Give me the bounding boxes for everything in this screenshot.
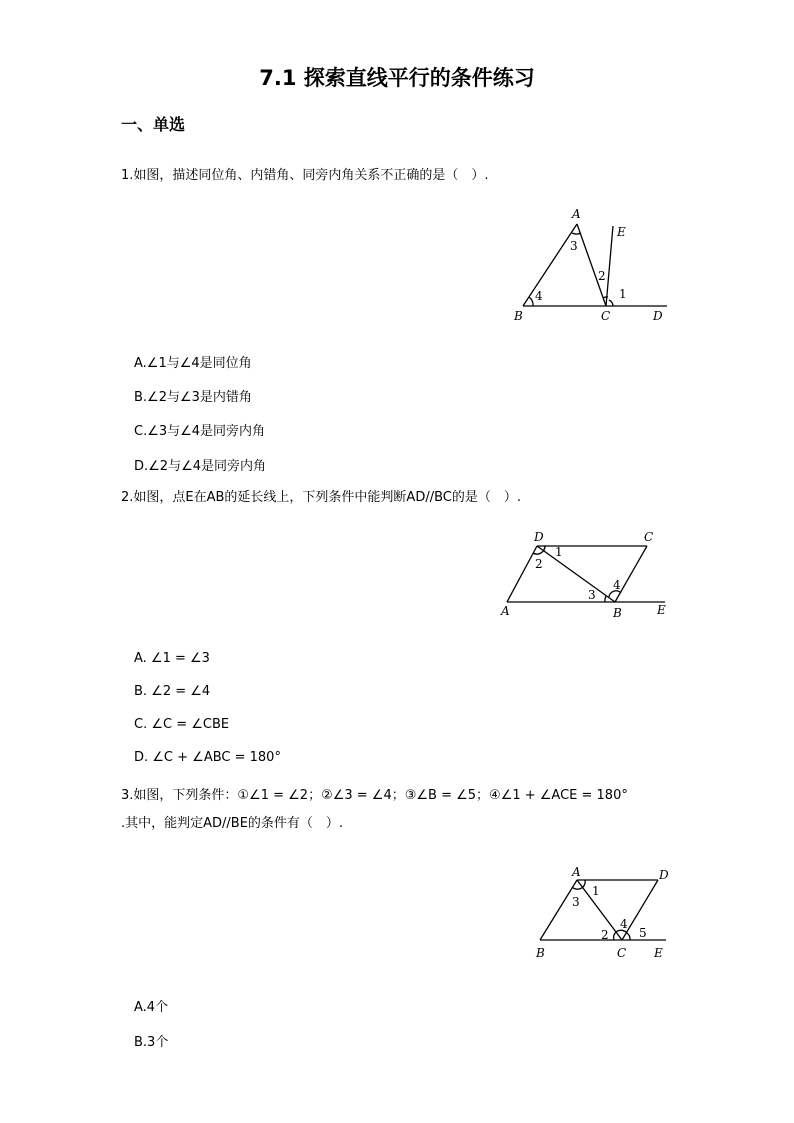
question-3-stem-continued: .其中，能判定AD//BE的条件有（ ）. [121,816,344,831]
fig3-label-2: 2 [601,928,609,942]
question-1-option-b: B.∠2与∠3是内错角 [134,390,252,405]
question-2-option-c: C. ∠C = ∠CBE [134,717,230,732]
fig3-label-D: D [659,868,669,882]
question-1-stem: 1.如图，描述同位角、内错角、同旁内角关系不正确的是（ ）. [121,168,489,183]
question-3-option-a: A.4个 [134,1000,169,1015]
question-1-option-a: A.∠1与∠4是同位角 [134,356,252,371]
fig3-label-3: 3 [572,895,580,909]
fig2-label-D: D [534,530,544,544]
fig1-label-D: D [653,309,663,323]
fig2-label-1: 1 [555,545,563,559]
question-2-option-a: A. ∠1 = ∠3 [134,651,210,666]
fig2-label-E: E [657,603,666,617]
fig1-label-1: 1 [619,287,627,301]
question-1-option-d: D.∠2与∠4是同旁内角 [134,459,266,474]
question-3-figure [530,862,680,962]
fig1-label-4: 4 [535,289,543,303]
question-2-figure [497,528,677,623]
fig2-label-4: 4 [613,578,621,592]
fig3-label-B: B [536,946,545,960]
question-3-option-b: B.3个 [134,1035,169,1050]
fig3-label-1: 1 [592,884,600,898]
fig1-label-3: 3 [570,239,578,253]
question-2-option-b: B. ∠2 = ∠4 [134,684,211,699]
fig2-label-2: 2 [535,557,543,571]
fig3-label-A: A [572,865,581,879]
question-3-stem: 3.如图，下列条件：①∠1 = ∠2；②∠3 = ∠4；③∠B = ∠5；④∠1 + ∠ACE = 180° [121,788,628,803]
fig2-label-C: C [644,530,654,544]
question-1-option-c: C.∠3与∠4是同旁内角 [134,424,266,439]
fig2-label-B: B [613,606,622,620]
fig1-label-E: E [617,225,626,239]
fig1-label-C: C [601,309,611,323]
fig3-label-E: E [654,946,663,960]
fig2-label-A: A [501,604,510,618]
section-heading: 一、单选 [121,115,186,134]
fig3-label-C: C [617,946,627,960]
page-title: 7.1 探索直线平行的条件练习 [259,66,535,90]
fig1-label-B: B [514,309,523,323]
fig3-label-4: 4 [620,917,628,931]
fig2-label-3: 3 [588,588,596,602]
question-1-figure [505,200,680,325]
fig3-label-5: 5 [639,926,647,940]
fig1-label-A: A [572,207,581,221]
fig1-label-2: 2 [598,269,606,283]
question-2-option-d: D. ∠C + ∠ABC = 180° [134,750,281,765]
question-2-stem: 2.如图，点E在AB的延长线上，下列条件中能判断AD//BC的是（ ）. [121,490,521,505]
